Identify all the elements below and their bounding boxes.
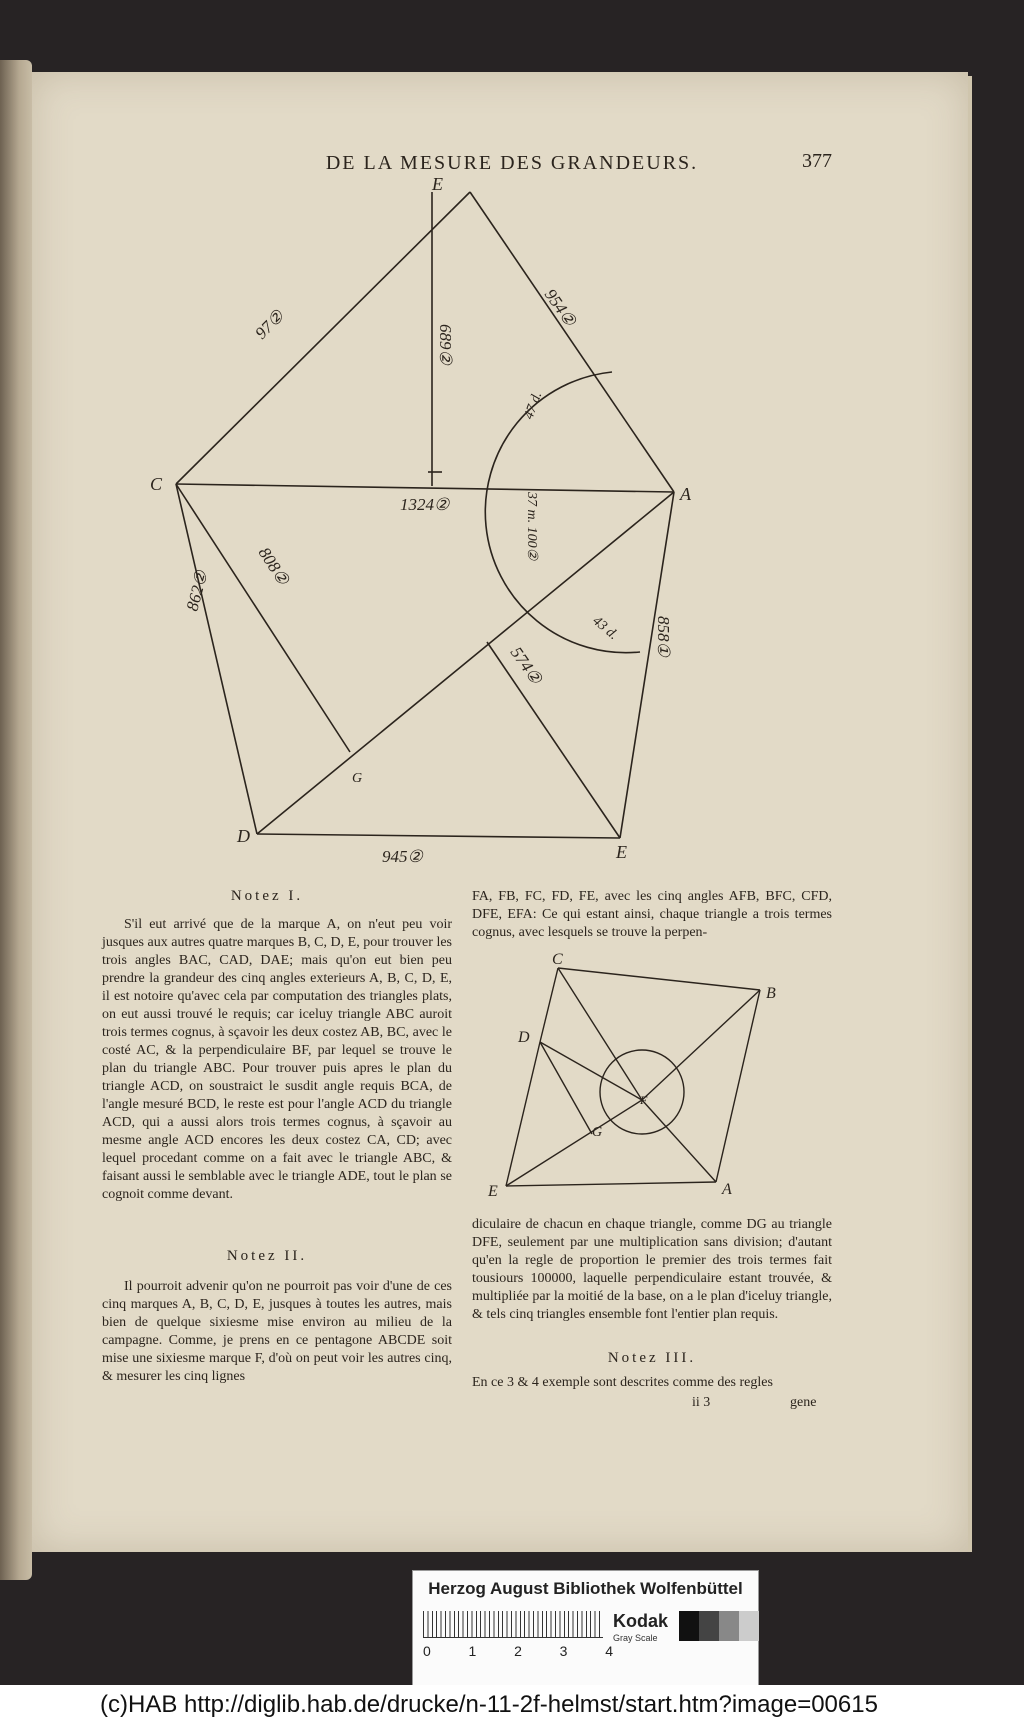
line-top-c	[176, 192, 470, 484]
scale-ruler	[423, 1611, 603, 1638]
pentagon-f-diagram	[506, 968, 760, 1186]
notez-2-text: Il pourroit advenir qu'on ne pourroit pas voir d'une de ces cinq marques A, B, C, D, E, jusques à toutes les autres, mais bien de quelque sixiesme mise environ au milieu de la campagne. Comme, je prens en ce pentagone ABCDE soit mise une sixiesme marque F, d'où on peut voir les autres cinq, & mesurer les cinq lignes	[102, 1279, 452, 1384]
notez-3-text: En ce 3 & 4 exemple sont descrites comme des regles	[472, 1375, 773, 1390]
line-c-d	[176, 484, 257, 834]
library-color-card	[412, 1570, 759, 1690]
notez-2-heading: Notez II.	[226, 1248, 308, 1264]
vertex-d: D	[237, 826, 250, 846]
book-page	[32, 72, 968, 1552]
ruler-number: 2	[514, 1643, 522, 1659]
notez-1-heading: Notez I.	[230, 888, 304, 904]
ruler-number: 3	[559, 1643, 568, 1659]
measure-perp: 689②	[436, 324, 455, 365]
ruler-number: 1	[468, 1643, 477, 1659]
measure-ge: 574②	[506, 643, 546, 688]
catchword: gene	[790, 1395, 817, 1410]
ruler-number: 4	[605, 1643, 613, 1659]
notez-1-text: S'il eut arrivé que de la marque A, on n'eut peu voir jusques aux autres quatre marques B, C, D, E, pour trouver les trois angles BAC, CAD, DAE; mais qu'on eut bien peu prendre la grandeur des cinq angles exterieurs A, B, C, D, E, il est notoire qu'avec cela par computation des triangles plats, on eut aussi trouvé le requis; car iceluy triangle ABC auroit trois termes cognus, à sçavoir les deux costez AB, BC, avec le costé AC, & la perpendiculaire BF, par lequel se trouve le plan du triangle ABC. Pour trouver puis apres le plan du triangle ACD, on soustraict le susdit angle requis BCA, de l'angle mesuré BCD, le reste est pour l'angle ACD du triangle ACD, qui a aussi alors trois termes cognus, à sçavoir au mesme angle ACD encores les deux costez CA, CD; avec lequel procedant comme on a fait avec le triangle ABC, & faisant aussi le semblable avec le triangle ADE, tout le plan se cognoit comme devant.	[102, 917, 452, 1202]
angle-arc	[485, 372, 640, 653]
line-c-g	[176, 484, 350, 752]
line-d-e	[257, 834, 620, 838]
measure-ae: 858①	[654, 616, 673, 657]
line-g-e	[487, 642, 620, 838]
fig2-vertex-e: E	[488, 1183, 498, 1200]
signature-mark: ii 3	[692, 1395, 711, 1410]
vertex-g: G	[352, 771, 363, 786]
vertex-c: C	[150, 474, 163, 494]
gray-swatches	[679, 1611, 759, 1641]
line-a-e	[620, 492, 674, 838]
measure-angle1: 47 d.	[521, 389, 546, 422]
line-a-d	[254, 492, 674, 834]
measure-angle3: 43 d.	[589, 613, 621, 644]
left-page-edge	[0, 60, 32, 1580]
kodak-brand: Kodak	[613, 1611, 669, 1631]
ruler-numbers	[423, 1643, 613, 1659]
measure-cd: 862②	[182, 568, 212, 614]
page-number: 377	[802, 150, 832, 172]
fig2-vertex-b: B	[766, 985, 776, 1002]
measure-cg: 808②	[254, 543, 293, 589]
running-head: DE LA MESURE DES GRANDEURS.	[325, 152, 699, 174]
measure-angle2: 37 m. 100②	[524, 492, 539, 561]
measure-ca: 97②	[251, 306, 288, 343]
fig2-vertex-f: F	[640, 1093, 648, 1107]
fig2-vertex-a: A	[722, 1181, 732, 1198]
notez-3-heading: Notez III.	[607, 1350, 697, 1366]
vertex-top: E	[432, 174, 443, 194]
measure-diag: 1324②	[400, 495, 450, 514]
kodak-subtitle: Gray Scale	[613, 1633, 658, 1643]
footer-credit: (c)HAB http://diglib.hab.de/drucke/n-11-2f-helmst/start.htm?image=00615	[0, 1685, 1024, 1725]
vertex-e: E	[616, 842, 627, 862]
fig2-vertex-g: G	[592, 1125, 603, 1140]
fig2-vertex-d: D	[518, 1029, 530, 1046]
fig2-vertex-c: C	[552, 951, 563, 968]
right-column-bottom-text: diculaire de chacun en chaque triangle, comme DG au triangle DFE, seulement par une multiplication sans division; d'autant qu'en la regle de proportion le premier des trois termes fait tousiours 100000, laquelle perpendiculaire estant trouvée, & multipliée par la moitié de la base, on a le plan d'iceluy triangle, & tels cinq triangles ensemble font l'entier plan requis.	[472, 1217, 832, 1322]
right-column-top-text: FA, FB, FC, FD, FE, avec les cinq angles AFB, BFC, CFD, DFE, EFA: Ce qui estant ainsi, chaque triangle a trois termes cognus, avec lesquels se trouve la perpen-	[472, 889, 832, 940]
library-title: Herzog August Bibliothek Wolfenbüttel	[428, 1579, 743, 1598]
measure-de: 945②	[382, 847, 423, 866]
line-c-a	[176, 484, 674, 492]
ruler-number: 0	[423, 1643, 431, 1659]
measure-ba: 954②	[540, 285, 580, 330]
vertex-a: A	[680, 484, 691, 504]
